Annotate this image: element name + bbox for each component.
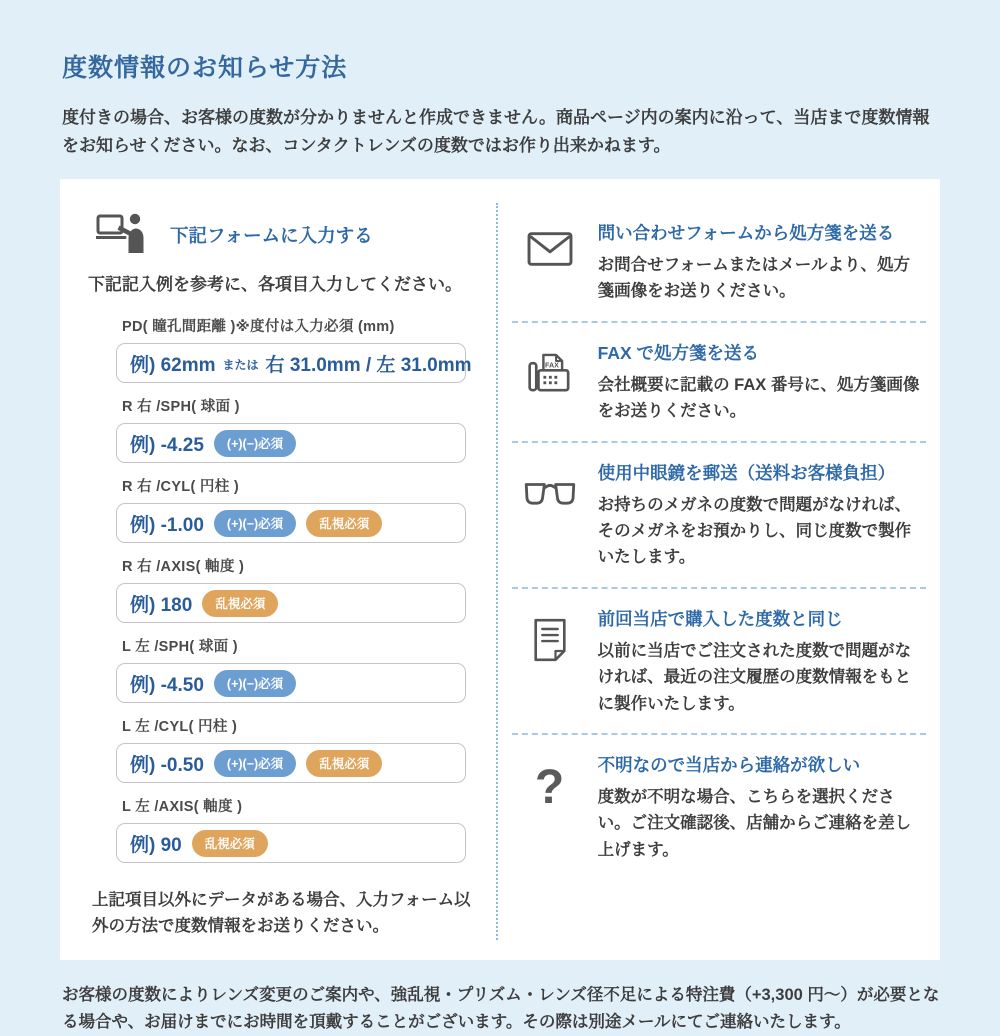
question-glyph: ? <box>534 760 565 814</box>
field-label-r-sph: R 右 /SPH( 球面 ) <box>122 399 240 416</box>
method-text <box>598 220 932 305</box>
example-connector: または <box>222 358 259 373</box>
example-box-l-axis <box>116 823 466 863</box>
method-text <box>598 752 932 863</box>
method-text <box>598 460 932 571</box>
form-instruction: 下記記入例を参考に、各項目入力してください。 <box>88 275 462 295</box>
example-value: 例) -4.25 <box>130 434 204 456</box>
page-title: 度数情報のお知らせ方法 <box>62 54 348 82</box>
sign-required-badge: (+)(−)必須 <box>214 750 296 777</box>
intro-text: 度付きの場合、お客様の度数が分かりませんと作成できません。商品ページ内の案内に沿って、当店まで度数情報をお知らせください。なお、コンタクトレンズの度数ではお作り出来かねます。 <box>62 108 930 155</box>
field-r-sph <box>116 395 466 463</box>
method-text <box>598 606 932 717</box>
astigmatism-required-badge: 乱視必須 <box>202 590 278 617</box>
method-title: 問い合わせフォームから処方箋を送る <box>597 223 895 244</box>
field-label-r-axis: R 右 /AXIS( 軸度 ) <box>122 559 245 576</box>
field-pd <box>116 315 472 383</box>
example-value: 例) -4.50 <box>130 674 204 696</box>
example-value: 例) -0.50 <box>130 754 204 776</box>
method-body: お問合せフォームまたはメールより、処方箋画像をお送りください。 <box>597 256 910 301</box>
field-label-r-cyl: R 右 /CYL( 円柱 ) <box>122 479 239 496</box>
footer-note: お客様の度数によりレンズ変更のご案内や、強乱視・プリズム・レンズ径不足による特注費（+3,300 円～）が必要となる場合や、お届けまでにお時間を頂戴することがございます。その際は別途メールにてご連絡いたします。 <box>62 985 940 1032</box>
fax-icon-label: FAX <box>544 361 559 370</box>
form-example-fields <box>86 315 474 863</box>
methods-card <box>60 179 940 960</box>
method-title: FAX で処方箋を送る <box>597 342 759 363</box>
method-title: 前回当店で購入した度数と同じ <box>597 608 843 629</box>
method-body: 度数が不明な場合、こちらを選択ください。ご注文確認後、店舗からご連絡を差し上げます。 <box>597 787 912 859</box>
astigmatism-required-badge: 乱視必須 <box>306 750 382 777</box>
method-fax <box>502 323 936 441</box>
sign-required-badge: (+)(−)必須 <box>214 510 296 537</box>
sign-required-badge: (+)(−)必須 <box>214 670 296 697</box>
form-section-heading: 下記フォームに入力する <box>170 224 373 246</box>
document-icon <box>502 606 598 717</box>
form-input-section <box>60 203 496 940</box>
field-label-l-sph: L 左 /SPH( 球面 ) <box>122 639 238 656</box>
example-box-l-sph <box>116 663 466 703</box>
field-l-sph <box>116 635 466 703</box>
example-box-l-cyl <box>116 743 466 783</box>
envelope-icon <box>502 220 598 305</box>
field-l-cyl <box>116 715 466 783</box>
method-body: 以前に当店でご注文された度数で問題がなければ、最近の注文履歴の度数情報をもとに製作いたします。 <box>597 641 912 713</box>
alternative-methods-section <box>496 203 940 940</box>
form-section-header <box>86 211 474 258</box>
example-box-r-cyl <box>116 503 466 543</box>
method-mail-glasses <box>502 443 936 587</box>
astigmatism-required-badge: 乱視必須 <box>192 830 268 857</box>
example-value: 例) 62mm <box>130 354 216 376</box>
example-box-r-axis <box>116 583 466 623</box>
question-icon <box>502 752 598 863</box>
method-title: 不明なので当店から連絡が欲しい <box>597 754 861 775</box>
sign-required-badge: (+)(−)必須 <box>214 430 296 457</box>
field-label-l-axis: L 左 /AXIS( 軸度 ) <box>122 799 243 816</box>
example-box-pd <box>116 343 472 383</box>
field-l-axis <box>116 795 466 863</box>
field-label-l-cyl: L 左 /CYL( 円柱 ) <box>122 719 238 736</box>
method-contact-form <box>502 203 936 321</box>
glasses-icon <box>502 460 598 571</box>
fax-icon <box>502 340 598 425</box>
example-value: 右 31.0mm / 左 31.0mm <box>265 354 472 376</box>
example-box-r-sph <box>116 423 466 463</box>
method-body: 会社概要に記載の FAX 番号に、処方箋画像をお送りください。 <box>597 375 920 421</box>
astigmatism-required-badge: 乱視必須 <box>306 510 382 537</box>
example-value: 例) 90 <box>130 834 182 856</box>
example-value: 例) -1.00 <box>130 514 204 536</box>
method-text <box>598 340 932 425</box>
form-note: 上記項目以外にデータがある場合、入力フォーム以外の方法で度数情報をお送りください。 <box>92 891 471 936</box>
method-body: お持ちのメガネの度数で問題がなければ、そのメガネをお預かりし、同じ度数で製作いたします。 <box>597 495 912 567</box>
field-label-pd: PD( 瞳孔間距離 )※度付は入力必須 (mm) <box>122 319 395 336</box>
person-at-laptop-icon <box>96 211 146 258</box>
field-r-cyl <box>116 475 466 543</box>
example-value: 例) 180 <box>130 594 193 616</box>
method-unknown-contact-me <box>502 735 936 879</box>
field-r-axis <box>116 555 466 623</box>
method-previous-order <box>502 589 936 733</box>
method-title: 使用中眼鏡を郵送（送料お客様負担） <box>597 462 896 483</box>
